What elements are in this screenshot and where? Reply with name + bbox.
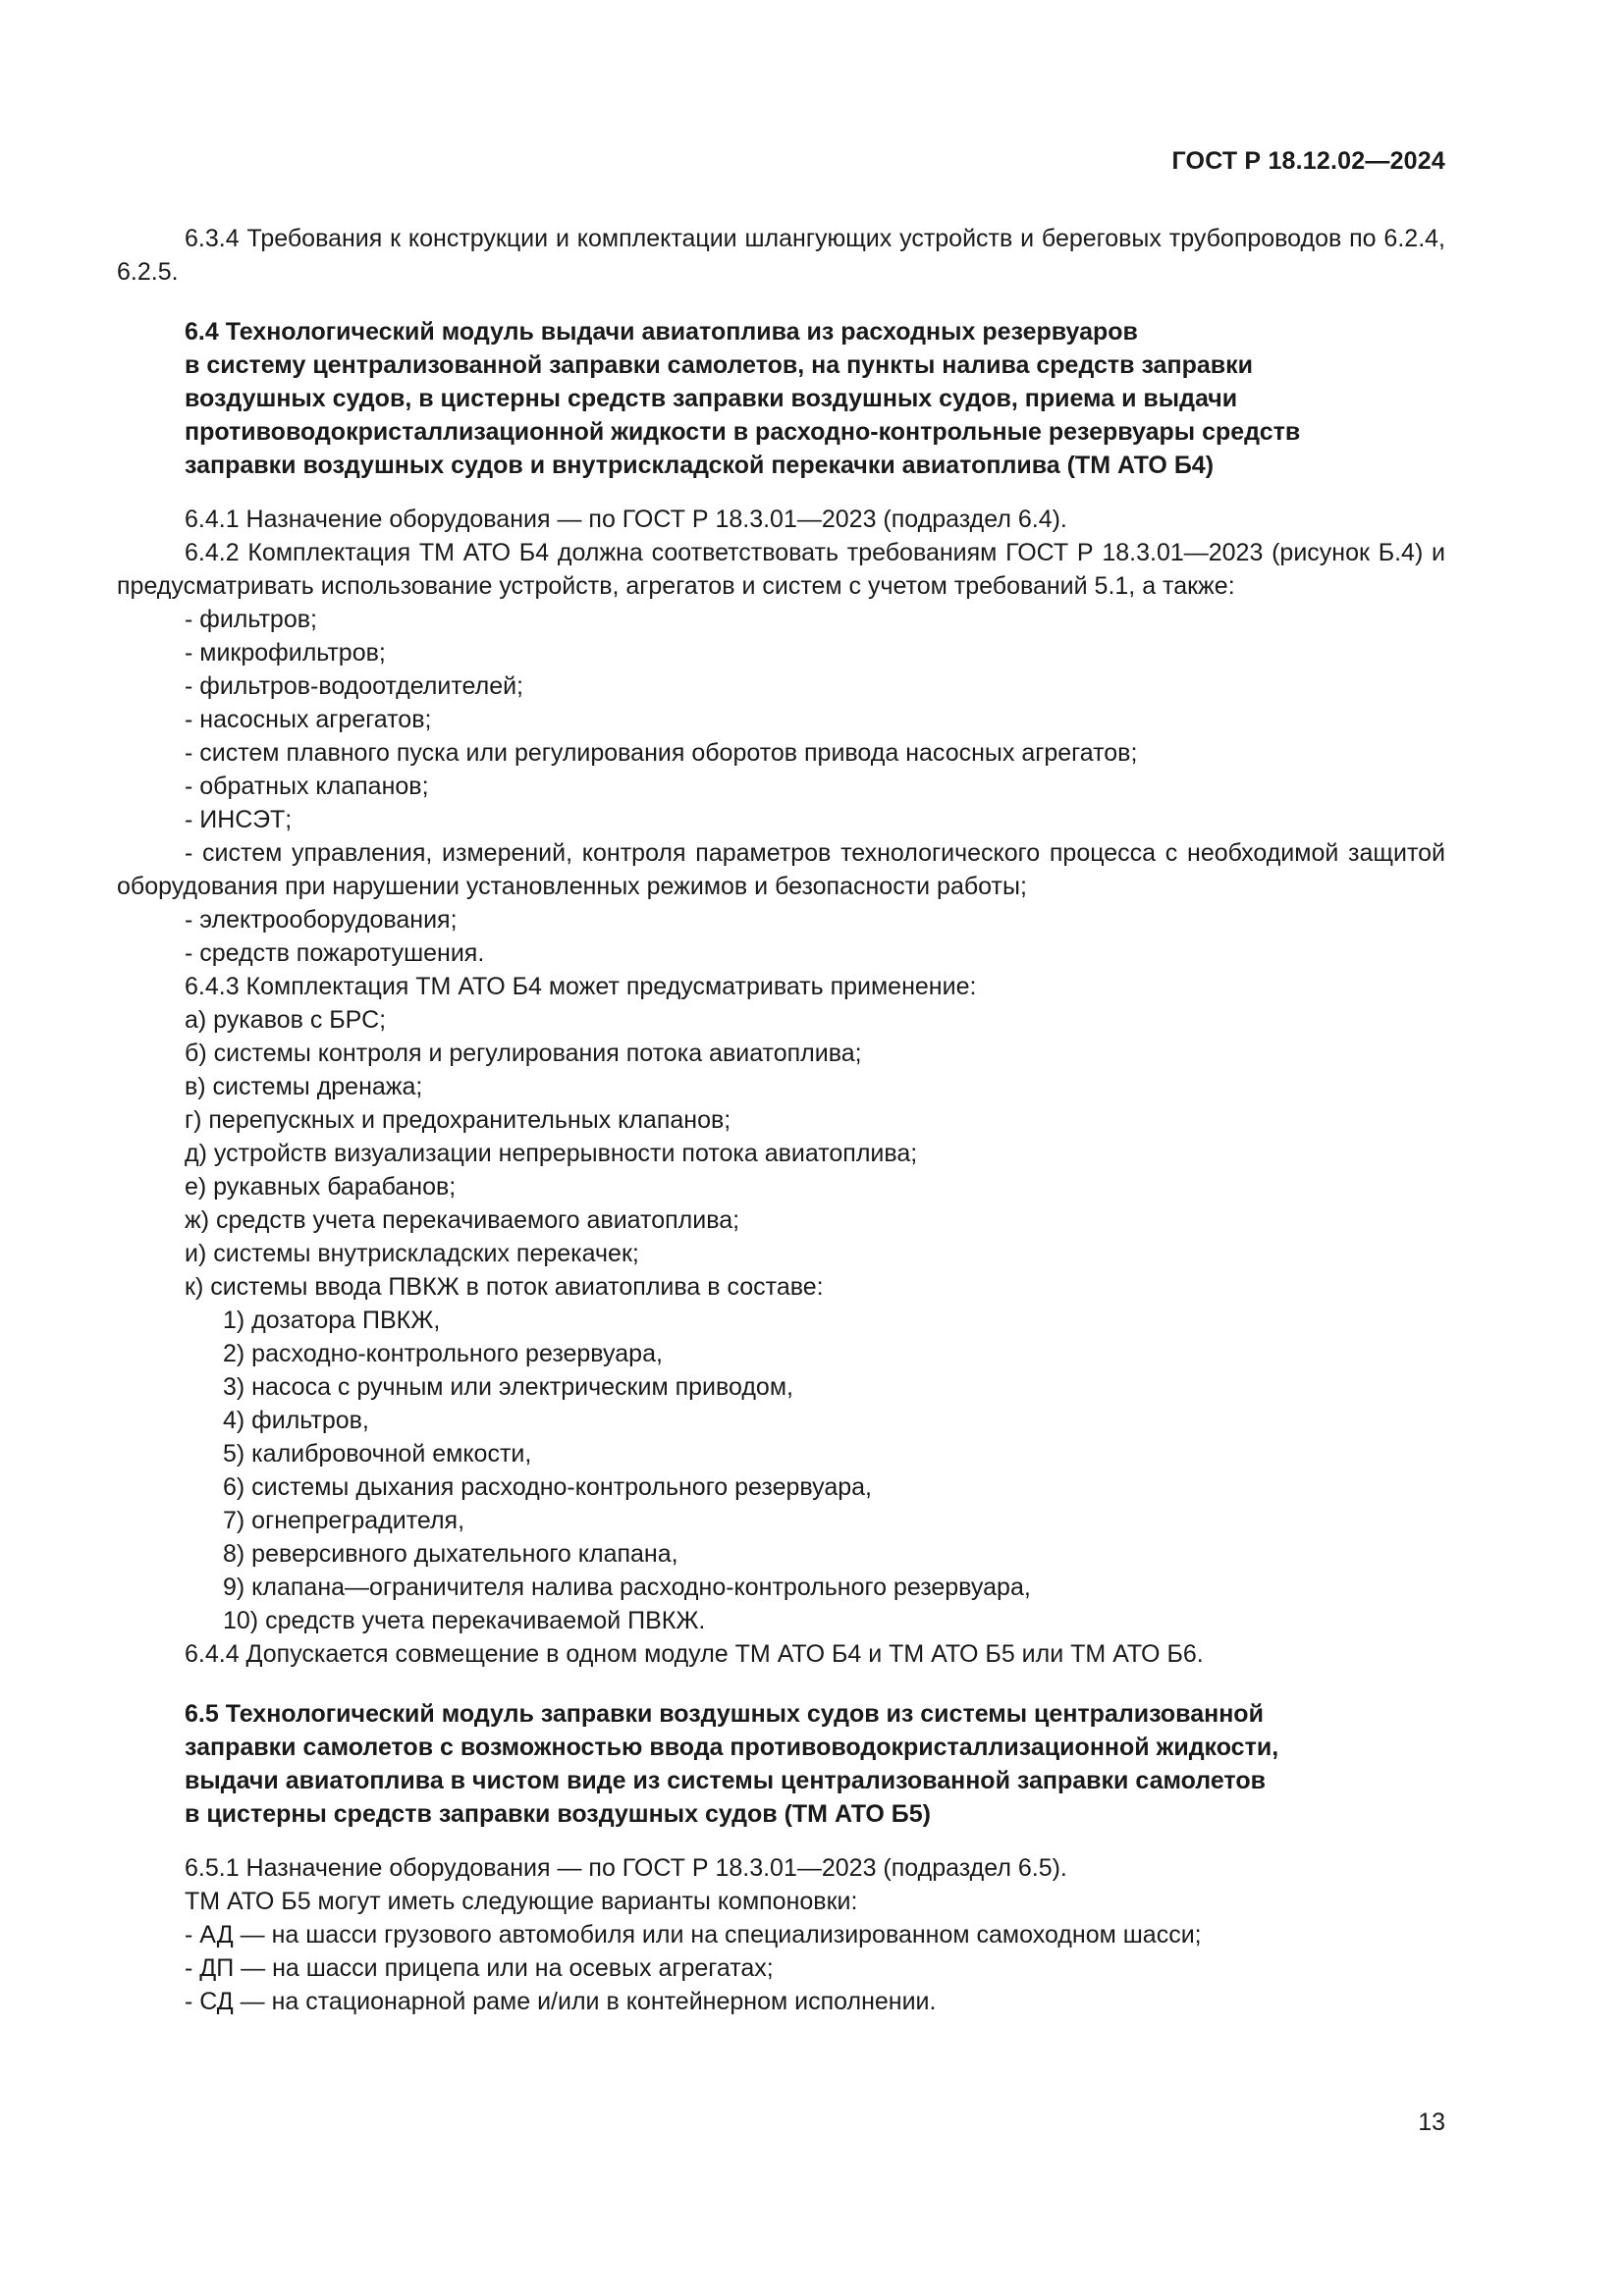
paragraph-6-4-1: 6.4.1 Назначение оборудования — по ГОСТ Р 18.3.01—2023 (подраздел 6.4). xyxy=(185,506,1067,533)
list-item: ж) средств учета перекачиваемого авиатоплива; xyxy=(185,1206,740,1234)
document-code-header: ГОСТ Р 18.12.02—2024 xyxy=(1171,147,1445,175)
page-content xyxy=(117,222,1445,2018)
list-item: - СД — на стационарной раме и/или в контейнерном исполнении. xyxy=(185,1988,937,2015)
list-item: 4) фильтров, xyxy=(223,1407,369,1434)
section-heading-6-5 xyxy=(117,1697,1445,1831)
list-item: д) устройств визуализации непрерывности потока авиатоплива; xyxy=(185,1140,918,1167)
variants-intro: ТМ АТО Б5 могут иметь следующие варианты компоновки: xyxy=(185,1888,858,1915)
list-item: 3) насоса с ручным или электрическим приводом, xyxy=(223,1373,793,1401)
list-item: г) перепускных и предохранительных клапанов; xyxy=(185,1106,731,1134)
heading-line: 6.4 Технологический модуль выдачи авиатоплива из расходных резервуаров xyxy=(185,318,1138,346)
page-number: 13 xyxy=(1418,2109,1445,2136)
heading-line: заправки самолетов с возможностью ввода противоводокристаллизационной жидкости, xyxy=(185,1734,1279,1761)
paragraph-6-4-2: 6.4.2 Комплектация ТМ АТО Б4 должна соответствовать требованиям ГОСТ Р 18.3.01—2023 (рисунок Б.4) и предусматривать использование устройств, агрегатов и систем с учетом требований 5.1, а также: xyxy=(117,539,1445,600)
list-item: е) рукавных барабанов; xyxy=(185,1173,457,1201)
list-item: 5) калибровочной емкости, xyxy=(223,1440,532,1468)
list-item: - обратных клапанов; xyxy=(185,773,429,800)
heading-line: заправки воздушных судов и внутрискладской перекачки авиатоплива (ТМ АТО Б4) xyxy=(185,452,1215,479)
heading-line: в цистерны средств заправки воздушных судов (ТМ АТО Б5) xyxy=(185,1800,931,1828)
paragraph-6-4-4: 6.4.4 Допускается совмещение в одном модуле ТМ АТО Б4 и ТМ АТО Б5 или ТМ АТО Б6. xyxy=(185,1640,1204,1668)
list-item: - систем плавного пуска или регулирования оборотов привода насосных агрегатов; xyxy=(185,739,1138,767)
list-item: и) системы внутрискладских перекачек; xyxy=(185,1240,639,1267)
list-item: 10) средств учета перекачиваемой ПВКЖ. xyxy=(223,1607,706,1634)
list-item: - фильтров; xyxy=(185,606,317,633)
list-item: - АД — на шасси грузового автомобиля или на специализированном самоходном шасси; xyxy=(185,1921,1202,1949)
list-item: 7) огнепреградителя, xyxy=(223,1507,465,1534)
list-item: а) рукавов с БРС; xyxy=(185,1006,387,1034)
list-item: 9) клапана—ограничителя налива расходно-контрольного резервуара, xyxy=(223,1574,1031,1601)
list-item: - ИНСЭТ; xyxy=(185,806,293,833)
paragraph-6-4-3: 6.4.3 Комплектация ТМ АТО Б4 может предусматривать применение: xyxy=(185,973,977,1000)
document-page xyxy=(117,0,1445,2296)
heading-line: 6.5 Технологический модуль заправки воздушных судов из системы централизованной xyxy=(185,1700,1264,1728)
list-item: 8) реверсивного дыхательного клапана, xyxy=(223,1540,678,1568)
list-item: - фильтров-водоотделителей; xyxy=(185,672,524,700)
list-item: - микрофильтров; xyxy=(185,639,386,667)
list-item: б) системы контроля и регулирования потока авиатоплива; xyxy=(185,1040,862,1067)
list-item: - ДП — на шасси прицепа или на осевых агрегатах; xyxy=(185,1954,774,1982)
paragraph-6-3-4: 6.3.4 Требования к конструкции и комплектации шлангующих устройств и береговых трубопроводов по 6.2.4, 6.2.5. xyxy=(117,225,1445,286)
section-heading-6-4 xyxy=(117,315,1445,482)
heading-line: противоводокристаллизационной жидкости в расходно-контрольные резервуары средств xyxy=(185,418,1301,446)
heading-line: в систему централизованной заправки самолетов, на пункты налива средств заправки xyxy=(185,351,1253,379)
list-item: - электрооборудования; xyxy=(185,906,458,934)
list-item: - средств пожаротушения. xyxy=(185,939,485,967)
list-item: в) системы дренажа; xyxy=(185,1073,423,1100)
list-item: - насосных агрегатов; xyxy=(185,706,432,733)
paragraph-6-5-1: 6.5.1 Назначение оборудования — по ГОСТ Р 18.3.01—2023 (подраздел 6.5). xyxy=(185,1854,1067,1882)
heading-line: воздушных судов, в цистерны средств заправки воздушных судов, приема и выдачи xyxy=(185,385,1238,412)
list-item: 1) дозатора ПВКЖ, xyxy=(223,1307,441,1334)
list-item: 2) расходно-контрольного резервуара, xyxy=(223,1340,663,1367)
list-item: - систем управления, измерений, контроля параметров технологического процесса с необходимой защитой оборудования при нарушении установленных режимов и безопасности работы; xyxy=(117,839,1445,900)
list-item: 6) системы дыхания расходно-контрольного резервуара, xyxy=(223,1473,872,1501)
list-item: к) системы ввода ПВКЖ в поток авиатоплива в составе: xyxy=(185,1273,824,1301)
heading-line: выдачи авиатоплива в чистом виде из системы централизованной заправки самолетов xyxy=(185,1767,1266,1794)
